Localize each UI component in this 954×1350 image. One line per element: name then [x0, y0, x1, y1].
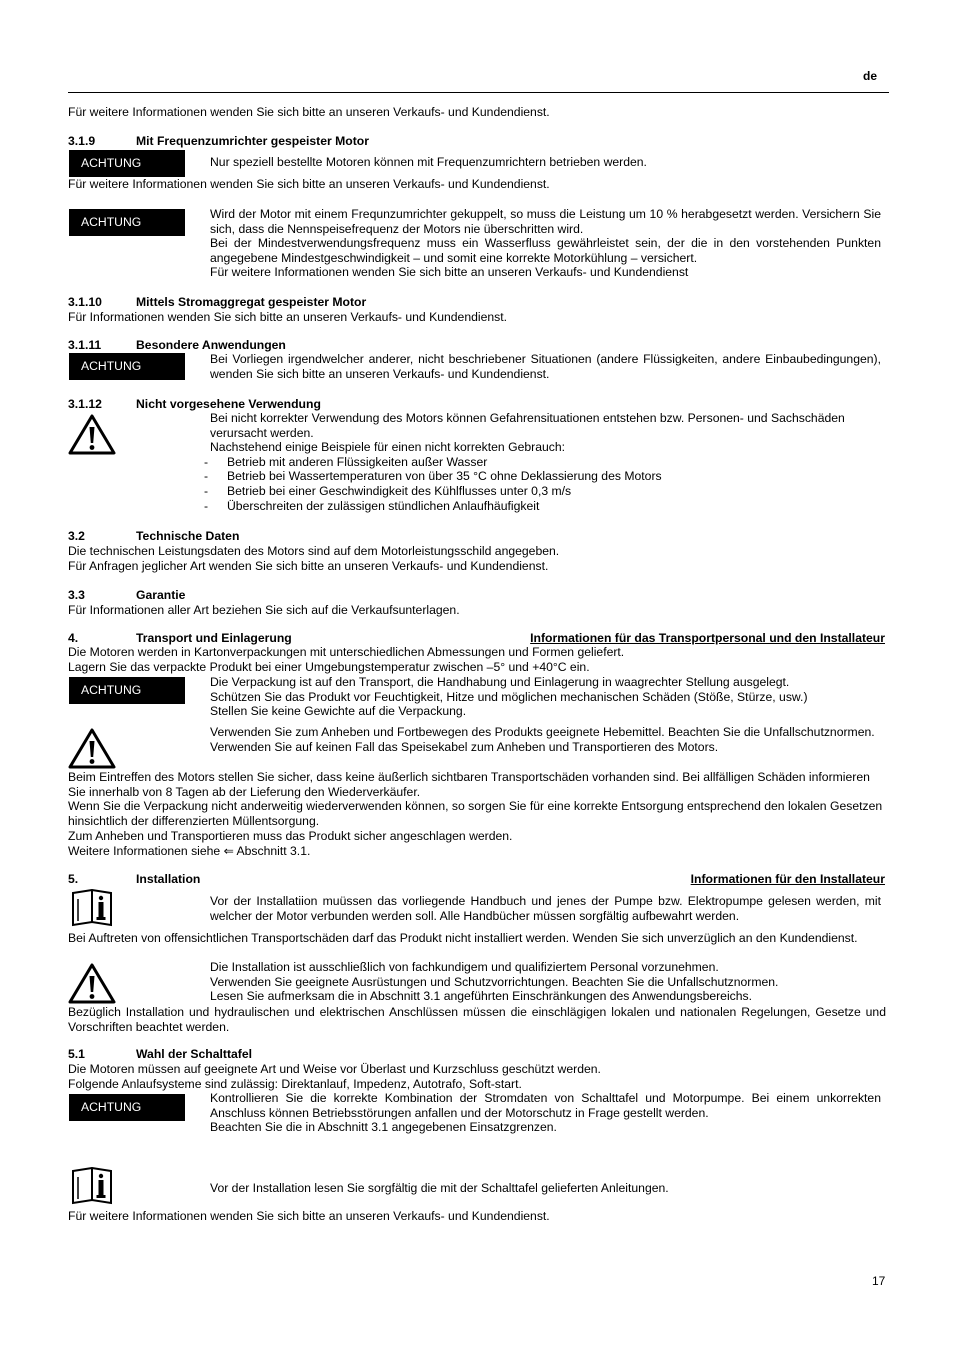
section-title: Mit Frequenzumrichter gespeister Motor: [136, 134, 369, 148]
paragraph: Für Informationen aller Art beziehen Sie sich auf die Verkaufsunterlagen.: [68, 603, 460, 617]
section-3-1-11-heading: [68, 338, 886, 353]
paragraph: Bei nicht korrekter Verwendung des Motors können Gefahrensituationen entstehen bzw. Personen- und Sachschäden verursacht werden.: [210, 411, 845, 440]
section-title: Mittels Stromaggregat gespeister Motor: [136, 295, 367, 309]
paragraph: Folgende Anlaufsysteme sind zulässig: Direktanlauf, Impedenz, Autotrafo, Soft-start.: [68, 1077, 522, 1091]
section-number: 4.: [68, 631, 79, 645]
warning-paragraph: Die Verpackung ist auf den Transport, die Handhabung und Einlagerung in waagrechter Stellung ausgelegt.: [210, 675, 790, 689]
list-item: - Überschreiten der zulässigen stündlichen Anlaufhäufigkeit: [210, 499, 881, 514]
info-text: Vor der Installation lesen Sie sorgfältig die mit der Schalttafel gelieferten Anleitungen.: [210, 1181, 669, 1195]
warning-triangle-icon: [68, 727, 116, 769]
warning-paragraph: Beachten Sie die in Abschnitt 3.1 angegebenen Einsatzgrenzen.: [210, 1120, 557, 1135]
warning-block: [210, 725, 881, 754]
paragraph: Zum Anheben und Transportieren muss das Produkt sicher angeschlagen werden.: [68, 829, 513, 843]
section-5-heading: [68, 872, 885, 887]
section-3-1-12-heading: [68, 397, 886, 412]
section-number: 3.1.9: [68, 134, 96, 148]
section-title: Transport und Einlagerung: [136, 631, 292, 645]
section-number: 3.3: [68, 588, 85, 602]
paragraph: Lagern Sie das verpackte Produkt bei einer Umgebungstemperatur zwischen –5° und +40°C ein.: [68, 660, 590, 674]
closing-text: Für weitere Informationen wenden Sie sich bitte an unseren Verkaufs- und Kundendienst.: [68, 1209, 550, 1223]
paragraph: Die Motoren werden in Kartonverpackungen mit unterschiedlichen Abmessungen und Formen geliefert.: [68, 645, 625, 659]
list-item: - Betrieb bei Wassertemperaturen von über 35 °C ohne Deklassierung des Motors: [210, 469, 881, 484]
achtung-badge: ACHTUNG: [69, 677, 185, 704]
paragraph: Wenn Sie die Verpackung nicht anderweitig wiederverwenden können, so sorgen Sie für eine korrekte Entsorgung entsprechend den lokalen Gesetzen hinsichtlich der differenzierten Müllentsorgung.: [68, 799, 883, 828]
warning-paragraph: Bei der Mindestverwendungsfrequenz muss ein Wasserfluss gewährleistet sein, der die in den vorstehenden Punkten angegebene Mindestgeschwindigkeit – und somit eine korrekte Motorkühlung – versichert.: [210, 236, 881, 265]
section-title: Garantie: [136, 588, 186, 602]
section-number: 5.: [68, 872, 79, 886]
paragraph: Nachstehend einige Beispiele für einen nicht korrekten Gebrauch:: [210, 440, 566, 455]
header-rule: [68, 92, 889, 93]
section-number: 3.2: [68, 529, 85, 543]
section-number: 3.1.10: [68, 295, 102, 309]
warning-text: Bei Vorliegen irgendwelcher anderer, nicht beschriebener Situationen (andere Flüssigkeiten, andere Einbaubedingungen), wenden Sie sich bitte an unseren Verkaufs- und Kundendienst.: [210, 352, 881, 381]
warning-block: [210, 207, 881, 280]
warning-paragraph: Lesen Sie aufmerksam die in Abschnitt 3.1 angeführten Einschränkungen des Anwendungsbereichs.: [210, 989, 753, 1004]
page-number: 17: [872, 1274, 886, 1288]
list-item: - Betrieb bei einer Geschwindigkeit des Kühlflusses unter 0,3 m/s: [210, 484, 881, 499]
misuse-block: [210, 411, 881, 513]
section-title: Wahl der Schalttafel: [136, 1047, 253, 1061]
warning-paragraph: Kontrollieren Sie die korrekte Kombination der Stromdaten von Schalttafel und Motorpumpe. Bei einem unkorrekten Anschluss können Betriebsstörungen anfallen und der Motorschutz in Frage gestellt werden.: [210, 1091, 881, 1120]
paragraph: Bei Auftreten von offensichtlichen Transportschäden darf das Produkt nicht installiert werden. Wenden Sie sich unverzüglich an den Kundendienst.: [68, 931, 858, 945]
warning-triangle-icon: [68, 962, 116, 1004]
list-item: - Betrieb mit anderen Flüssigkeiten außer Wasser: [210, 455, 881, 470]
achtung-badge: ACHTUNG: [69, 150, 185, 177]
warning-text: Nur speziell bestellte Motoren können mit Frequenzumrichtern betrieben werden.: [210, 155, 647, 169]
warning-triangle-icon: [68, 413, 116, 455]
warning-paragraph: Verwenden Sie auf keinen Fall das Speisekabel zum Anheben und Transportieren des Motors.: [210, 739, 719, 754]
achtung-badge: ACHTUNG: [69, 353, 185, 380]
section-text: Für Informationen wenden Sie sich bitte an unseren Verkaufs- und Kundendienst.: [68, 310, 508, 324]
warning-paragraph: Verwenden Sie geeignete Ausrüstungen und Schutzvorrichtungen. Beachten Sie die Unfallschutznormen.: [210, 974, 779, 989]
section-3-1-9-heading: [68, 134, 886, 149]
paragraph: Bezüglich Installation und hydraulischen und elektrischen Anschlüssen müssen die einschlägigen lokalen und nationalen Regelungen, Gesetze und Vorschriften beachtet werden.: [68, 1005, 886, 1034]
section-5-1-heading: [68, 1047, 886, 1062]
section-4-heading: [68, 631, 885, 646]
section-title: Besondere Anwendungen: [136, 338, 286, 352]
paragraph: Für Anfragen jeglicher Art wenden Sie sich bitte an unseren Verkaufs- und Kundendienst.: [68, 559, 549, 573]
info-text: Für weitere Informationen wenden Sie sich bitte an unseren Verkaufs- und Kundendienst.: [68, 177, 550, 191]
section-title: Technische Daten: [136, 529, 240, 543]
info-text: Vor der Installatiion muüssen das vorliegende Handbuch und jenes der Pumpe bzw. Elektropumpe gelesen werden, mit welcher der Motor verbunden werden soll. Alle Handbücher müssen sorgfältig aufbewahrt werden.: [210, 894, 881, 923]
section-title: Installation: [136, 872, 201, 886]
warning-paragraph: Verwenden Sie zum Anheben und Fortbewegen des Produkts geeignete Hebemittel. Beachten Sie die Unfallschutznormen.: [210, 725, 875, 739]
section-number: 5.1: [68, 1047, 85, 1061]
audience-label: Informationen für den Installateur: [690, 872, 885, 886]
paragraph: Weitere Informationen siehe ⇐ Abschnitt 3.1.: [68, 844, 311, 858]
warning-block: [210, 960, 881, 1004]
language-code: de: [863, 69, 878, 83]
warning-paragraph: Stellen Sie keine Gewichte auf die Verpackung.: [210, 704, 467, 719]
warning-paragraph: Für weitere Informationen wenden Sie sich bitte an unseren Verkaufs- und Kundendienst: [210, 265, 689, 280]
read-manual-icon: [70, 889, 114, 927]
warning-paragraph: Wird der Motor mit einem Frequnzumrichter gekuppelt, so muss die Leistung um 10 % herabgesetzt werden. Versichern Sie sich, dass die Nennspeisefrequenz der Motors nie überschritten wird.: [210, 207, 881, 236]
section-title: Nicht vorgesehene Verwendung: [136, 397, 321, 411]
paragraph: Beim Eintreffen des Motors stellen Sie sicher, dass keine äußerlich sichtbaren Transportschäden vorhanden sind. Bei allfälligen Schäden informieren Sie innerhalb von 8 Tagen ab der Lieferung den Wiederverkäufer.: [68, 770, 870, 799]
achtung-badge: ACHTUNG: [69, 1094, 185, 1121]
warning-paragraph: Die Installation ist ausschließlich von fachkundigem und qualifiziertem Personal vorzunehmen.: [210, 960, 719, 974]
warning-paragraph: Schützen Sie das Produkt vor Feuchtigkeit, Hitze und möglichen mechanischen Schäden (Stöße, Stürze, usw.): [210, 689, 808, 704]
achtung-badge: ACHTUNG: [69, 209, 185, 236]
section-3-3-heading: [68, 588, 886, 603]
misuse-list: [210, 455, 881, 513]
section-number: 3.1.11: [68, 338, 102, 352]
warning-block: [210, 675, 881, 719]
audience-label: Informationen für das Transportpersonal und den Installateur: [530, 631, 885, 645]
section-number: 3.1.12: [68, 397, 102, 411]
section-3-2-heading: [68, 529, 886, 544]
paragraph: Die technischen Leistungsdaten des Motors sind auf dem Motorleistungsschild angegeben.: [68, 544, 560, 558]
paragraph: Die Motoren müssen auf geeignete Art und Weise vor Überlast und Kurzschluss geschützt werden.: [68, 1062, 601, 1076]
warning-block: [210, 1091, 881, 1135]
intro-text: Für weitere Informationen wenden Sie sich bitte an unseren Verkaufs- und Kundendienst.: [68, 105, 550, 119]
section-3-1-10-heading: [68, 295, 886, 310]
read-manual-icon: [70, 1167, 114, 1205]
